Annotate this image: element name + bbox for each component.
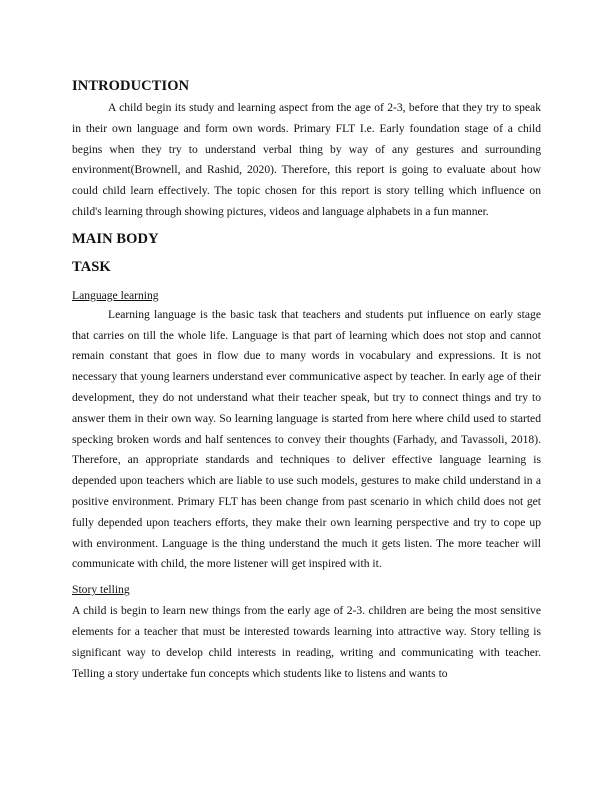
introduction-heading: INTRODUCTION (72, 78, 190, 94)
main-body-heading: MAIN BODY (72, 230, 159, 247)
page-content (72, 76, 541, 684)
language-learning-paragraph: Learning language is the basic task that teachers and students put influence on early stage that carries on till the whole life. Language is that part of learning which does not stop and cannot remain constant that goes in flow due to many words in vocabulary and expressions. It is not necessary that young learners understand ever communicative aspect by teacher. In early age of their development, they do not understand what their teacher speak, but try to connect things and try to answer them in their own way. So learning language is started from here where child used to started specking broken words and half sentences to convey their thoughts (Farhady, and Tavassoli, 2018). Therefore, an appropriate standards and techniques to deliver effective language learning is depended upon teachers which are liable to use such models, gestures to make child understand in a positive environment. Primary FLT has been change from past scenario in which child does not get fully depended upon teachers efforts, they make their own learning perspective and try to cope up with environment. Language is the thing understand the much it gets listen. The more teacher will communicate with child, the more listener will get inspired with it. (72, 307, 541, 571)
story-telling-subheading: Story telling (72, 583, 130, 597)
task-heading: TASK (72, 258, 111, 275)
introduction-paragraph: A child begin its study and learning aspect from the age of 2-3, before that they try to speak in their own language and form own words. Primary FLT I.e. Early foundation stage of a child begins when they try to understand verbal thing by way of any gestures and surrounding environment(Brownell, and Rashid, 2020). Therefore, this report is going to evaluate about how could child learn effectively. The topic chosen for this report is story telling which influence on child's learning through showing pictures, videos and language alphabets in a fun manner. (72, 101, 541, 218)
language-learning-subheading: Language learning (72, 288, 159, 302)
story-telling-paragraph: A child is begin to learn new things from the early age of 2-3. children are being the most sensitive elements for a teacher that must be interested towards learning into attractive way. Story telling is significant way to develop child interests in reading, writing and communicating with teacher. Telling a story undertake fun concepts which students like to listens and wants to (72, 604, 541, 680)
